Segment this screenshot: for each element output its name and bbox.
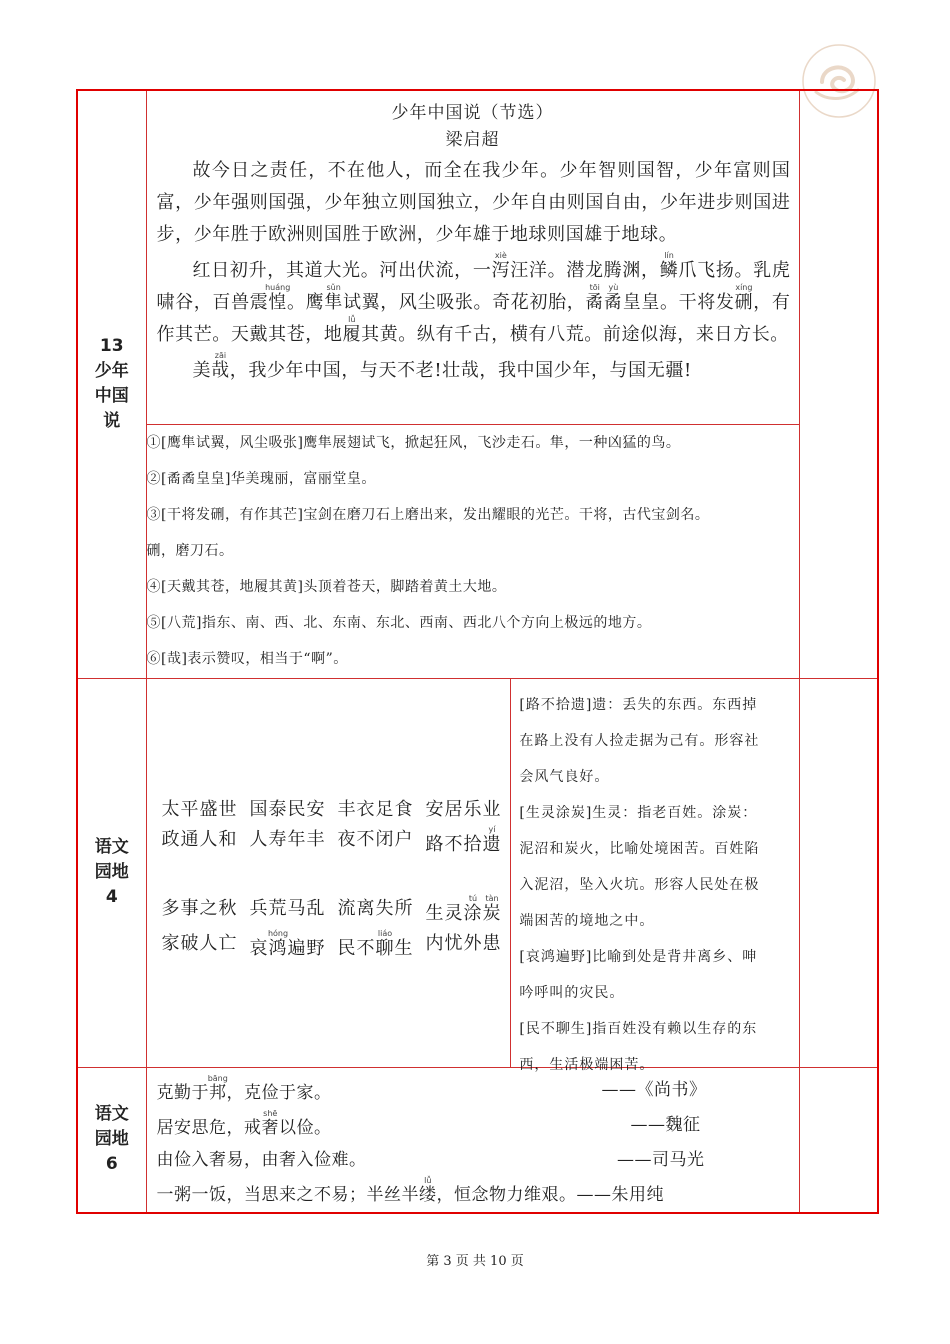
- section-row-4: [77, 678, 878, 1067]
- category-line: 6: [105, 1154, 118, 1175]
- idiom-list: [147, 679, 511, 1067]
- idiom-row: 多事之秋 兵荒马乱 流离失所 生灵涂tú炭tàn: [161, 893, 502, 924]
- explanation-line: 西，生活极端困苦。: [519, 1056, 655, 1073]
- explanation-line: 入泥沼，坠入火坑。形容人民处在极: [519, 876, 760, 893]
- content-table: [76, 89, 879, 1214]
- category-line: 13: [99, 336, 124, 357]
- category-line: 中国: [94, 386, 129, 407]
- explanation-line: [生灵涂炭]生灵：指老百姓。涂炭：: [519, 804, 758, 821]
- explanation-line: 在路上没有人捡走据为己有。形容社: [519, 732, 760, 749]
- quote-source: ——魏征: [630, 1114, 701, 1135]
- idiom-explanations: [510, 679, 798, 1073]
- category-line: 说: [103, 411, 121, 432]
- category-line: 少年: [94, 361, 129, 382]
- quote-source: ——《尚书》: [601, 1079, 707, 1100]
- annotation: 硎，磨刀石。: [146, 542, 234, 559]
- explanation-line: 泥沼和炭火，比喻处境困苦。百姓陷: [519, 840, 760, 857]
- category-line: 园地: [94, 862, 129, 882]
- paragraph: 美哉zāi，我少年中国，与天不老!壮哉，我中国少年，与国无疆!: [192, 351, 692, 381]
- passage-title: 少年中国说（节选）: [391, 103, 554, 123]
- category-line: 园地: [94, 1129, 129, 1150]
- text-cell: [146, 90, 799, 424]
- explanation-line: [哀鸿遍野]比喻到处是背井离乡、呻: [519, 948, 758, 965]
- annotation: ⑤[八荒]指东、南、西、北、东南、东北、西南、西北八个方向上极远的地方。: [146, 614, 652, 631]
- annotation: ③[干将发硎，有作其芒]宝剑在磨刀石上磨出来，发出耀眼的光芒。干将，古代宝剑名。: [146, 506, 710, 523]
- explanation-line: [民不聊生]指百姓没有赖以生存的东: [519, 1020, 758, 1037]
- section-row-6: [77, 1067, 878, 1213]
- notes-row: [77, 424, 878, 678]
- idiom-row: 太平盛世 国泰民安 丰衣足食 安居乐业: [161, 798, 502, 820]
- blank-cell: [799, 1067, 878, 1213]
- paragraph: 故今日之责任，不在他人，而全在我少年。少年智则国智，少年富则国富，少年强则国强，少年独立则国独立，少年自由则国自由，少年进步则国进步，少年胜于欧洲则国胜于欧洲，少年雄于地球则国雄于地球。: [156, 160, 791, 245]
- explanation-line: [路不拾遗]遗：丢失的东西。东西掉: [519, 696, 758, 713]
- explanation-line: 吟呼叫的灾民。: [519, 984, 625, 1001]
- quote-line: 克勤于邦bāng，克俭于家。 ——《尚书》: [147, 1074, 799, 1109]
- passage-author: 梁启超: [445, 130, 500, 150]
- blank-cell: [799, 90, 878, 678]
- section-row-13: [77, 90, 878, 424]
- category-cell: [77, 90, 146, 678]
- quote-line: 一粥一饭，当思来之不易；半丝半缕lǚ，恒念物力维艰。——朱用纯: [156, 1175, 664, 1205]
- category-cell: [77, 678, 146, 1067]
- page-footer: 第 3 页 共 10 页: [426, 1254, 524, 1269]
- category-line: 语文: [94, 837, 129, 857]
- explanation-line: 会风气良好。: [519, 768, 610, 785]
- idiom-cell: [146, 678, 799, 1073]
- quote-source: ——司马光: [617, 1149, 705, 1170]
- annotation: ①[鹰隼试翼，风尘吸张]鹰隼展翅试飞，掀起狂风，飞沙走石。隼，一种凶猛的鸟。: [146, 434, 681, 451]
- category-cell: [77, 1067, 146, 1213]
- paragraph: 红日初升，其道大光。河出伏流，一泻xiè汪洋。潜龙腾渊，鳞lín爪飞扬。乳虎啸谷，百兽震惶huáng。鹰隼sǔn试翼，风尘吸张。奇花初胎，矞tōi矞yù皇皇。干将发硎xíng，有作其芒。天戴其苍，地履lǚ其黄。纵有千古，横有八荒。前途似海，来日方长。: [156, 251, 791, 345]
- annotation: ④[天戴其苍，地履其黄]头顶着苍天，脚踏着黄土大地。: [146, 578, 507, 595]
- quote-line: 由俭入奢易，由奢入俭难。 ——司马光: [147, 1144, 799, 1176]
- idiom-row: 政通人和 人寿年丰 夜不闭户 路不拾遗yí: [161, 824, 502, 855]
- idiom-row: 家破人亡 哀鸿hóng遍野 民不聊liáo生 内忧外患: [161, 928, 502, 959]
- category-line: 语文: [94, 1104, 129, 1125]
- explanation-line: 端困苦的境地之中。: [519, 912, 655, 929]
- annotation: ⑥[哉]表示赞叹，相当于“啊”。: [146, 650, 348, 667]
- category-line: 4: [105, 887, 118, 907]
- quote-cell: [146, 1067, 799, 1213]
- notes-cell: [146, 424, 799, 678]
- annotation: ②[矞矞皇皇]华美瑰丽，富丽堂皇。: [146, 470, 376, 487]
- quote-line: 居安思危，戒奢shē以俭。 ——魏征: [147, 1109, 799, 1144]
- blank-cell: [799, 678, 878, 1067]
